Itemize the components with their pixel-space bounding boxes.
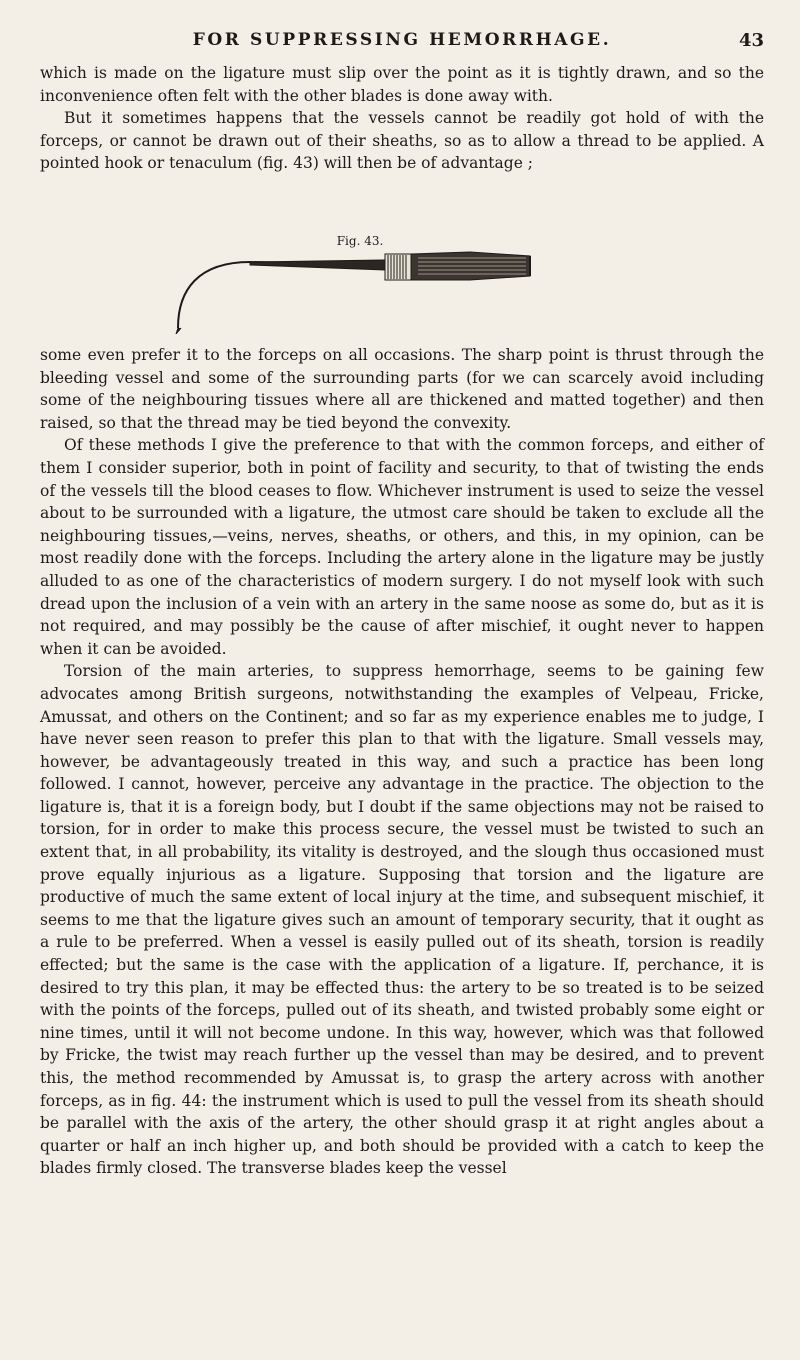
- paragraph: some even prefer it to the forceps on all occasions. The sharp point is thrust through the bleeding vessel and some of the surrounding parts (for we can scarcely avoid including some of the neighbouring tissues where all are thickened and matted together) and then raised, so that the thread may be tied beyond the convexity.: [40, 346, 764, 432]
- paragraph: But it sometimes happens that the vessels cannot be readily got hold of with the forceps, or cannot be drawn out of their sheaths, so as to allow a thread to be applied. A pointed hook or tenaculum (fig. 43) will then be of advantage ;: [40, 109, 764, 173]
- paragraph: Of these methods I give the preference to that with the common forceps, and either of them I consider superior, both in point of facility and security, to that of twisting the ends of the vessels till the blood ceases to flow. Whichever instrument is used to seize the vessel about to be surrounded with a ligature, the utmost care should be taken to exclude all the neighbouring tissues,—veins, nerves, sheaths, or others, and this, in my opinion, can be most readily done with the forceps. Including the artery alone in the ligature may be justly alluded to as one of the characteristics of modern surgery. I do not myself look with such dread upon the inclusion of a vein with an artery in the same noose as some do, but as it is not required, and may possibly be the cause of after mischief, it ought never to happen when it can be avoided.: [40, 436, 764, 658]
- text-block-top: [40, 62, 764, 175]
- page-number: 43: [738, 30, 764, 51]
- collar: [385, 254, 411, 280]
- hook-curve: [178, 262, 380, 328]
- page-header: [40, 30, 764, 56]
- tenaculum-illustration: [170, 250, 550, 334]
- paragraph: which is made on the ligature must slip over the point as it is tightly drawn, and so the inconvenience often felt with the other blades is done away with.: [40, 64, 764, 105]
- paragraph: Torsion of the main arteries, to suppress hemorrhage, seems to be gaining few advocates among British surgeons, notwithstanding the examples of Velpeau, Fricke, Amussat, and others on the Continent; and so far as my experience enables me to judge, I have never seen reason to prefer this plan to that with the ligature. Small vessels may, however, be advantageously treated in this way, and such a practice has been long followed. I cannot, however, perceive any advantage in the practice. The objection to the ligature is, that it is a foreign body, but I doubt if the same objections may not be raised to torsion, for in order to make this process secure, the vessel must be twisted to such an extent that, in all probability, its vitality is destroyed, and the slough thus occasioned must prove equally injurious as a ligature. Supposing that torsion and the ligature are productive of much the same extent of local injury at the time, and subsequent mischief, it seems to me that the ligature gives such an amount of temporary security, that it ought as a rule to be preferred. When a vessel is easily pulled out of its sheath, torsion is readily effected; but the same is the case with the application of a ligature. If, perchance, it is desired to try this plan, it may be effected thus: the artery to be so treated is to be seized with the points of the forceps, pulled out of its sheath, and twisted probably some eight or nine times, until it will not become undone. In this way, however, which was that followed by Fricke, the twist may reach further up the vessel than may be desired, and to prevent this, the method recommended by Amussat is, to grasp the artery across with another forceps, as in fig. 44: the instrument which is used to pull the vessel from its sheath should be parallel with the axis of the artery, the other should grasp it at right angles about a quarter or half an inch higher up, and both should be provided with a catch to keep the blades firmly closed. The transverse blades keep the vessel: [40, 662, 764, 1178]
- shaft: [250, 260, 385, 270]
- running-title: FOR SUPPRESSING HEMORRHAGE.: [192, 30, 612, 50]
- figure-caption: Fig. 43.: [336, 234, 384, 248]
- hook-point: [176, 328, 181, 334]
- figure-43: [170, 234, 550, 334]
- text-block-bottom: [40, 344, 764, 1180]
